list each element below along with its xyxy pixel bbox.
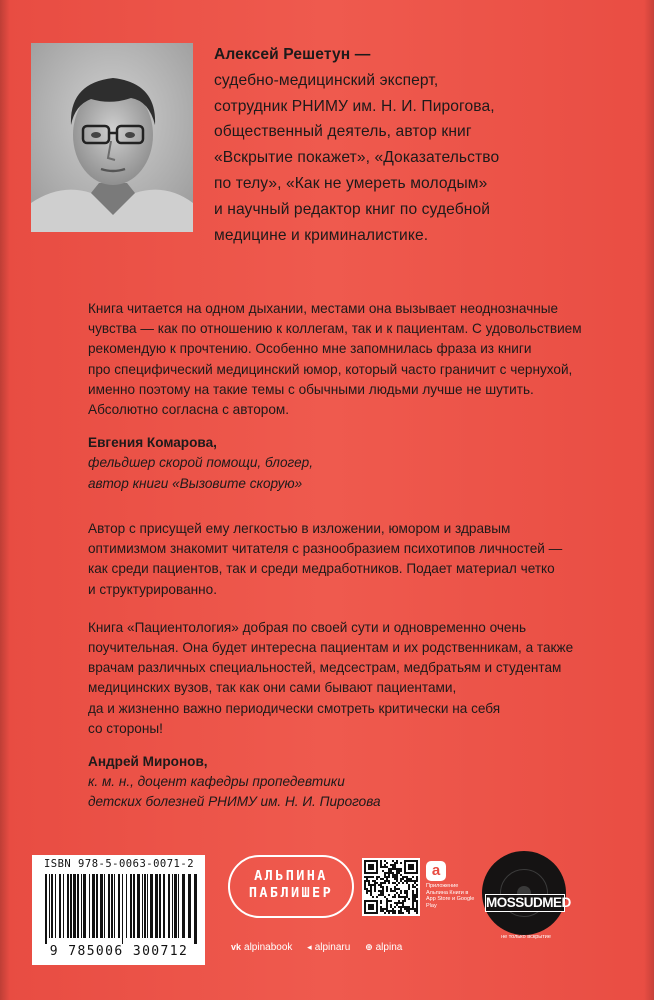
publisher-name-line1: АЛЬПИНА — [254, 868, 328, 884]
author-bio — [214, 42, 614, 248]
bio-line: сотрудник РНИМУ им. Н. И. Пирогова, — [214, 97, 495, 115]
review-line: со стороны! — [88, 720, 163, 736]
seal-subtitle: не только вскрытие — [501, 934, 551, 940]
ean-digits: 9 785006 300712 — [49, 944, 189, 959]
reviewer-role: фельдшер скорой помощи, блогер, — [88, 455, 313, 471]
review-line: про специфический медицинский юмор, который часто граничит с чернухой, — [88, 361, 573, 377]
mossudmed-seal-icon — [482, 851, 571, 935]
review-komarova — [88, 299, 608, 494]
publisher-logo — [228, 855, 354, 918]
bio-line: по телу», «Как не умереть молодым» — [214, 174, 488, 192]
bio-line: общественный деятель, автор книг — [214, 123, 472, 141]
vk-icon: vk — [231, 942, 242, 952]
qr-code — [362, 858, 420, 916]
review-line: Автор с присущей ему легкостью в изложении, юмором и здравым — [88, 521, 511, 536]
edge-shadow — [644, 0, 654, 1000]
vk-link: vk alpinabook — [231, 942, 293, 953]
review-line: чувства — как по отношению к коллегам, так и к пациентам. С удовольствием — [88, 321, 582, 337]
review-line: да и жизненно важно периодически смотреть критически на себя — [88, 700, 501, 716]
seal-label: MOSSUDMED — [486, 895, 571, 910]
reviewer-role: детских болезней РНИМУ им. Н. И. Пирогова — [88, 794, 381, 810]
bio-line: судебно-медицинский эксперт, — [214, 71, 439, 89]
alpina-app-icon: a — [426, 861, 446, 881]
plus-icon: ⊕ — [365, 942, 373, 952]
review-line: рекомендую к прочтению. Особенно мне запомнилась фраза из книги — [88, 341, 532, 357]
barcode-bars — [45, 874, 197, 944]
telegram-link: ◂ alpinaru — [307, 942, 351, 953]
author-photo — [31, 43, 193, 232]
reviewer-name: Евгения Комарова, — [88, 435, 217, 451]
author-name: Алексей Решетун — — [214, 46, 371, 63]
review-line: оптимизмом знакомит читателя с разнообразием психотипов личностей — — [88, 541, 563, 557]
bio-line: медицине и криминалистике. — [214, 226, 429, 244]
review-line: медицинских вузов, так как они сами бывают пациентами, — [88, 680, 457, 696]
review-line: Книга читается на одном дыхании, местами она вызывает неоднозначные — [88, 301, 559, 316]
isbn-label: ISBN 978-5-0063-0071-2 — [43, 858, 195, 870]
telegram-icon: ◂ — [307, 942, 312, 952]
review-line: как среди пациентов, так и среди медработников. Подает материал четко — [88, 561, 555, 577]
review-line: поучительная. Она будет интересна пациентам и их родственникам, а также — [88, 640, 574, 656]
spine-shadow — [0, 0, 10, 1000]
web-link: ⊕ alpina — [365, 942, 403, 953]
isbn-barcode — [32, 855, 205, 965]
reviewer-role: автор книги «Вызовите скорую» — [88, 475, 303, 491]
review-line: Абсолютно согласна с автором. — [88, 402, 290, 418]
app-store-text: Приложение Альпина Книги в App Store и Google Play — [426, 883, 475, 909]
reviewer-name: Андрей Миронов, — [88, 754, 208, 770]
review-line: врачам различных специальностей, медсестрам, медбратьям и студентам — [88, 660, 562, 676]
review-line: именно поэтому на такие темы с обычными людьми лучше не шутить. — [88, 381, 534, 397]
publisher-name-line2: ПАБЛИШЕР — [248, 885, 334, 901]
bio-line: и научный редактор книг по судебной — [214, 200, 491, 218]
review-line: Книга «Пациентология» добрая по своей сути и одновременно очень — [88, 619, 527, 635]
bio-line: «Вскрытие покажет», «Доказательство — [214, 149, 500, 167]
social-links — [231, 942, 481, 953]
reviewer-role: к. м. н., доцент кафедры пропедевтики — [88, 774, 345, 790]
review-line: и структурированно. — [88, 581, 217, 597]
review-mironov — [88, 519, 608, 813]
paragraph-gap — [88, 600, 608, 618]
